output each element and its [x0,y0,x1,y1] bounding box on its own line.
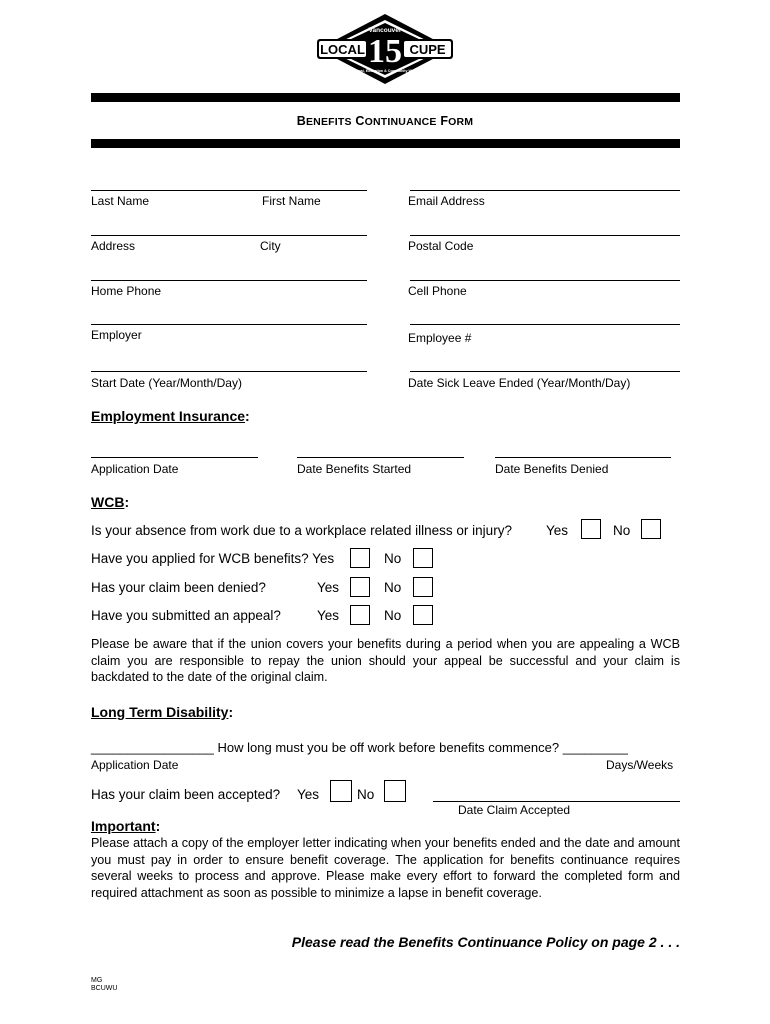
ltd-heading: Long Term Disability: [91,704,234,720]
ltd-date-accepted-line[interactable] [433,801,680,802]
postal-code-line[interactable] [410,235,680,236]
employee-number-line[interactable] [410,324,680,325]
cell-phone-line[interactable] [410,280,680,281]
address-label: Address [91,239,136,253]
ltd-yes-label: Yes [297,787,320,802]
ei-application-date-label: Application Date [91,462,179,476]
first-name-label: First Name [262,194,321,208]
sick-leave-ended-line[interactable] [410,371,680,372]
ltd-commence-question: _________________ How long must you be off work before benefits commence? _________ [91,740,628,755]
form-title: BENEFITS CONTINUANCE FORM [296,114,474,128]
wcb-q4: Have you submitted an appeal? [91,608,281,623]
email-label: Email Address [408,194,485,208]
ltd-application-date-label: Application Date [91,758,179,772]
bottom-rule [91,139,680,148]
wcb-q2: Have you applied for WCB benefits? Yes [91,551,335,566]
important-text: Please attach a copy of the employer letter indicating when your benefits ended and the date and amount you must pay in order to ensure benefit coverage. The application for benefits continuance requires several weeks to process and approve. Please make every effort to forward the completed form and required attachment as soon as possible to minimize a lapse in benefit coverage. [91,836,680,900]
wcb-q1-yes-checkbox[interactable] [581,519,601,539]
home-phone-line[interactable] [91,280,367,281]
logo-arc-top: Vancouver [368,27,402,34]
wcb-notice: Please be aware that if the union covers your benefits during a period when you are appealing a WCB claim you are responsible to repay the union should your appeal be successful and your claim is backdated to the date of the original claim. [91,637,680,684]
last-name-label: Last Name [91,194,150,208]
ltd-yes-checkbox[interactable] [330,780,352,802]
logo-cupe: CUPE [409,42,446,57]
ei-heading: Employment Insurance: [91,408,250,424]
wcb-q2-yes-checkbox[interactable] [350,548,370,568]
sick-leave-ended-label: Date Sick Leave Ended (Year/Month/Day) [408,376,631,390]
logo-graphic [314,12,456,86]
ei-application-date-line[interactable] [91,457,258,458]
start-date-label: Start Date (Year/Month/Day) [91,376,242,390]
ltd-days-weeks-label: Days/Weeks [606,758,674,772]
employer-line[interactable] [91,324,367,325]
wcb-q4-no-checkbox[interactable] [413,605,433,625]
wcb-q3: Has your claim been denied? [91,580,266,595]
start-date-line[interactable] [91,371,367,372]
wcb-q1-no-checkbox[interactable] [641,519,661,539]
wcb-q1: Is your absence from work due to a workplace related illness or injury? [91,523,512,538]
ltd-date-accepted-label: Date Claim Accepted [458,803,571,817]
wcb-q2-no-label: No [384,551,402,566]
ltd-no-checkbox[interactable] [384,780,406,802]
address-line[interactable] [91,235,367,236]
ei-benefits-denied-line[interactable] [495,457,671,458]
ltd-no-label: No [357,787,375,802]
wcb-q1-no-label: No [613,523,631,538]
wcb-q2-no-checkbox[interactable] [413,548,433,568]
wcb-q4-no-label: No [384,608,402,623]
email-line[interactable] [410,190,680,191]
footer-initials: MG [91,977,103,984]
wcb-q4-yes-label: Yes [317,608,340,623]
ei-benefits-denied-label: Date Benefits Denied [495,462,609,476]
wcb-heading: WCB: [91,494,130,510]
cell-phone-label: Cell Phone [408,284,467,298]
wcb-q3-no-label: No [384,580,402,595]
ei-benefits-started-line[interactable] [297,457,464,458]
wcb-q3-no-checkbox[interactable] [413,577,433,597]
city-label: City [260,239,281,253]
union-logo [314,12,456,86]
wcb-q4-yes-checkbox[interactable] [350,605,370,625]
ltd-accepted-question: Has your claim been accepted? [91,787,281,802]
footer-code: BCUWU [91,985,118,992]
wcb-q3-yes-label: Yes [317,580,340,595]
ei-benefits-started-label: Date Benefits Started [297,462,412,476]
logo-arc-bottom: Municipal, Education & Community Workers [347,69,423,73]
postal-code-label: Postal Code [408,239,474,253]
wcb-q1-yes-label: Yes [546,523,569,538]
employer-label: Employer [91,328,142,342]
logo-local: LOCAL [320,42,365,57]
closing-note: Please read the Benefits Continuance Policy on page 2 . . . [291,934,680,950]
top-rule [91,93,680,102]
important-heading: Important: [91,818,161,834]
home-phone-label: Home Phone [91,284,162,298]
name-line[interactable] [91,190,367,191]
logo-number: 15 [368,33,402,70]
employee-number-label: Employee # [408,331,472,345]
wcb-q3-yes-checkbox[interactable] [350,577,370,597]
